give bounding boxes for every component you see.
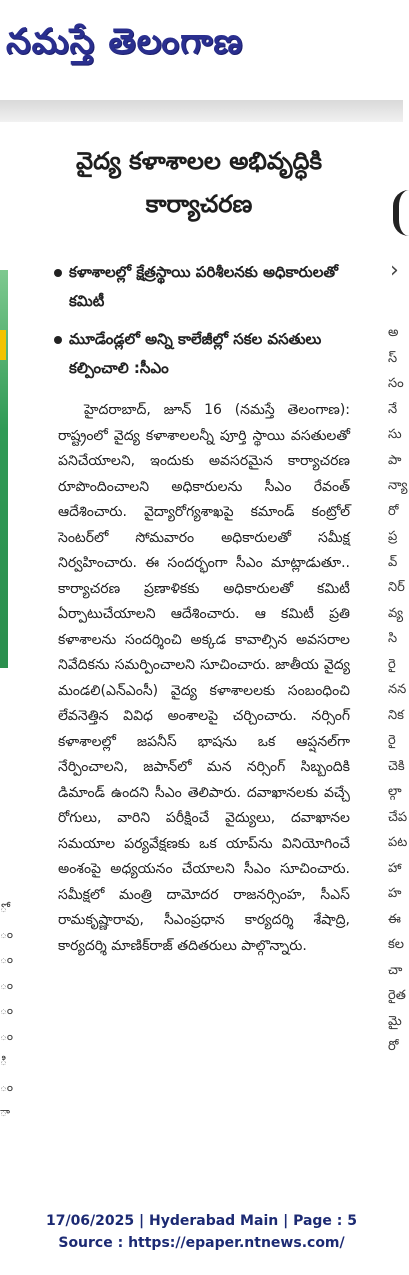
bullet-dot-icon <box>54 269 62 277</box>
footer-source: Source : https://epaper.ntnews.com/ <box>58 1235 345 1251</box>
column-fragment-line: చేప <box>388 809 408 825</box>
column-fragment-line: అ <box>388 325 399 340</box>
column-fragment-line: హ <box>388 886 402 901</box>
column-fragment-line: నిర్ <box>388 580 405 595</box>
column-fragment-line: ి <box>0 1054 7 1068</box>
chevron-right-icon: › <box>390 258 399 283</box>
column-fragment-line: మై <box>388 1013 402 1029</box>
column-fragment-line: ం <box>0 1028 14 1043</box>
column-fragment-line: ం <box>0 926 14 941</box>
column-fragment-line: రై <box>388 733 396 748</box>
column-fragment-line: సు <box>388 427 402 442</box>
newspaper-title: నమస్తే తెలంగాణ <box>6 21 244 62</box>
column-fragment-line: నన <box>388 682 407 697</box>
page-footer <box>0 1210 403 1254</box>
column-fragment-line: ం <box>0 977 14 992</box>
adjacent-headline-edge <box>393 190 409 236</box>
right-column-fragments <box>388 320 408 1060</box>
column-fragment-line: న్యా <box>388 478 408 493</box>
column-fragment-line: ల్గా <box>388 784 402 799</box>
left-column-fragments <box>0 896 14 1126</box>
subheading-text: మూడేండ్లలో అన్ని కాలేజీల్లో సకల వసతులు కల్పించాలి :సీఎం <box>69 330 322 377</box>
subheading-text: కళాశాలల్లో క్షేత్రస్థాయి పరిశీలనకు అధికారులతో కమిటీ <box>69 263 338 310</box>
column-fragment-line: పా <box>388 452 402 468</box>
column-fragment-line: ా <box>0 1105 11 1119</box>
masthead-divider <box>0 100 403 122</box>
column-fragment-line: ం <box>0 1003 14 1017</box>
column-fragment-line: నే <box>388 401 398 417</box>
column-fragment-line: సి <box>388 631 398 646</box>
column-fragment-line: రైత <box>388 988 406 1003</box>
column-fragment-line: పట <box>388 835 408 850</box>
column-fragment-line: సం <box>388 376 404 391</box>
article-body: హైదరాబాద్, జూన్ 16 (నమస్తే తెలంగాణ): రాష్ట్రంలో వైద్య కళాశాలలన్నీ పూర్తి స్థాయి వసతులతో పనిచేయాలని, ఇందుకు అవసరమైన కార్యాచరణ రూపొందించాలని అధికారులను సీఎం రేవంత్ ఆదేశించారు. వైద్యారోగ్యశాఖపై కమాండ్ కంట్రోల్ సెంటర్‌లో సోమవారం అధికారులతో సమీక్ష నిర్వహించారు. ఈ సందర్భంగా సీఎం మాట్లాడుతూ.. కార్యాచరణ ప్రణాళికకు అధికారులతో కమిటీ ఏర్పాటుచేయాలని ఆదేశించారు. ఆ కమిటీ ప్రతి కళాశాలను సందర్శించి అక్కడ కావాల్సిన అవసరాల నివేదికను సమర్పించాలని సూచించారు. జాతీయ వైద్య మండలి(ఎన్ఎంసీ) వైద్య కళాశాలలకు సంబంధించి లేవనెత్తిన వివిధ అంశాలపై చర్చించారు. నర్సింగ్ కళాశాలల్లో జపనీస్ భాషను ఒక ఆప్షనల్‌గా నేర్పించాలని, జపాన్‌లో మన నర్సింగ్ సిబ్బందికి డిమాండ్ ఉందని సీఎం తెలిపారు. దవాఖానలకు వచ్చే రోగులు, వారిని పరీక్షించే వైద్యులు, దవాఖానల సమయాల పర్యవేక్షణకు ఒక యాప్‌ను వినియోగించే అంశంపై అధ్యయనం చేయాలని సీఎం సూచించారు. సమీక్షలో మంత్రి దామోదర రాజనర్సింహ, సీఎస్ రామకృష్ణారావు, సీఎంప్రధాన కార్యదర్శి శేషాద్రి, కార్యదర్శి మాణిక్‌రాజ్ తదితరులు పాల్గొన్నారు. <box>58 402 350 954</box>
column-fragment-line: రై <box>388 656 396 672</box>
column-fragment-line: స్ <box>388 350 398 366</box>
subheading-bullet <box>54 258 354 316</box>
column-fragment-line: ఈ <box>388 911 401 927</box>
adjacent-photo-accent <box>0 330 6 360</box>
column-fragment-line: ం <box>0 1079 14 1094</box>
column-fragment-line: రో <box>388 503 399 519</box>
column-fragment-line: చెకి <box>388 758 405 774</box>
column-fragment-line: చా <box>388 962 403 978</box>
article-headline: వైద్య కళాశాలల అభివృద్ధికి కార్యాచరణ <box>76 147 322 218</box>
column-fragment-line: ప్ర <box>388 529 398 544</box>
column-fragment-line: నిక <box>388 707 404 723</box>
column-fragment-line: వ్య <box>388 605 404 621</box>
column-fragment-line: ో <box>0 901 7 915</box>
column-fragment-line: కల <box>388 937 405 952</box>
bullet-dot-icon <box>54 336 62 344</box>
subheading-bullet <box>54 325 354 383</box>
footer-date-edition: 17/06/2025 | Hyderabad Main | Page : 5 <box>45 1213 358 1229</box>
column-fragment-line: వ్ <box>388 554 398 570</box>
column-fragment-line: హా <box>388 860 402 876</box>
column-fragment-line: రో <box>388 1039 399 1054</box>
masthead <box>0 0 403 84</box>
column-fragment-line: ం <box>0 952 14 966</box>
